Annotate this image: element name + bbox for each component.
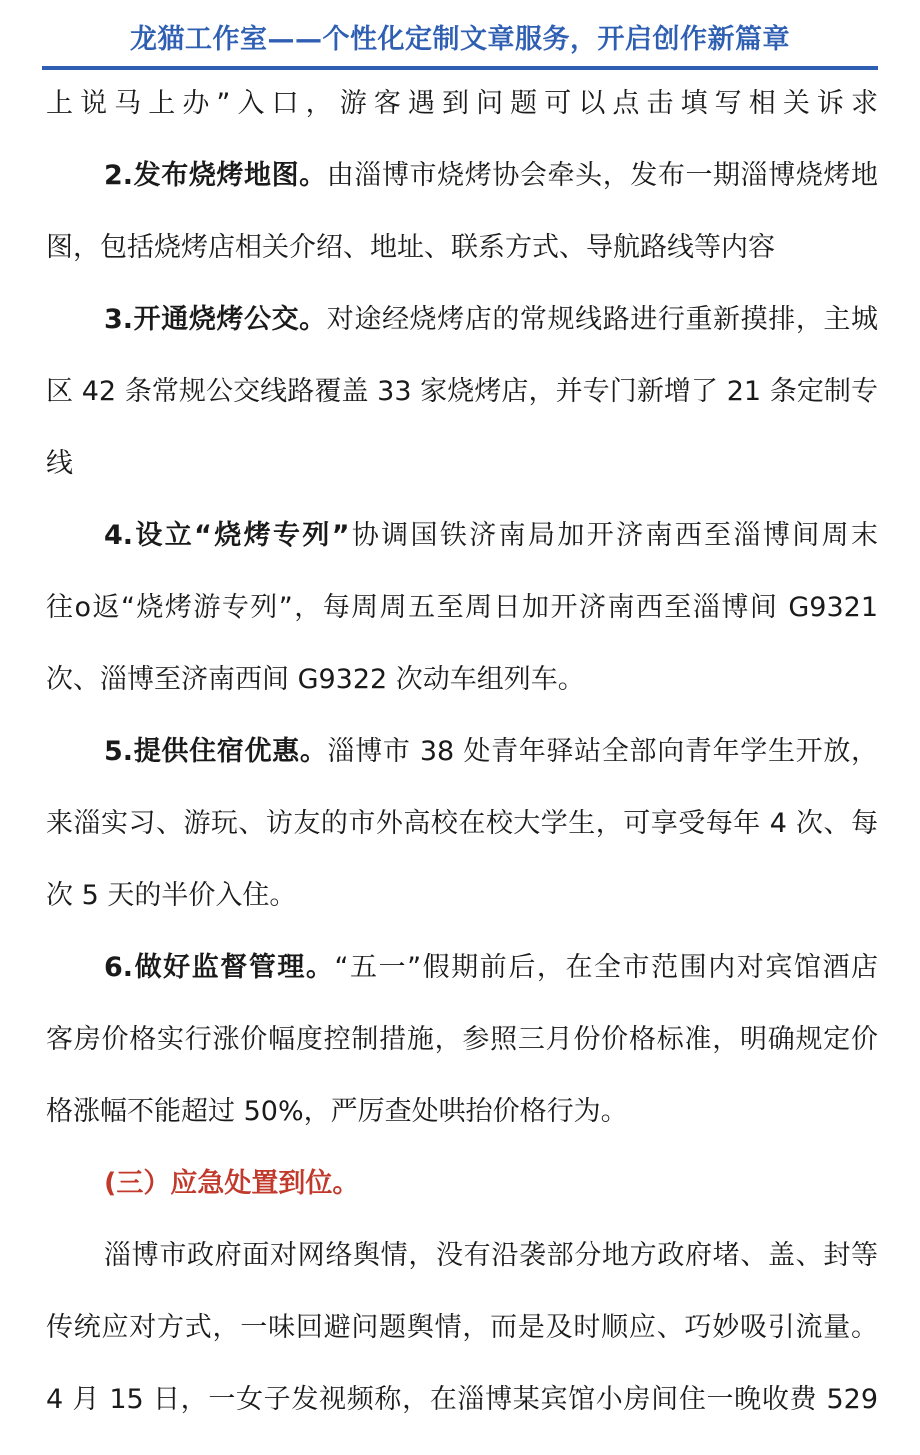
text-line-content: 上说马上办”入口，游客遇到问题可以点击填写相关诉求 <box>46 88 878 119</box>
item-heading: 4.设立“烧烤专列” <box>104 520 350 551</box>
text-line-content: 4 月 15 日，一女子发视频称，在淄博某宾馆小房间住一晚收费 529 <box>46 1384 878 1415</box>
item-heading: 5.提供住宿优惠。 <box>104 736 328 767</box>
text-line-content: 图，包括烧烤店相关介绍、地址、联系方式、导航路线等内容 <box>46 232 775 263</box>
item-text: “五一”假期前后，在全市范围内对宾馆酒店 <box>334 952 878 983</box>
text-line-content: 次 5 天的半价入住。 <box>46 880 297 911</box>
text-line <box>46 356 878 428</box>
text-line <box>46 1076 878 1148</box>
list-item-bbq-bus <box>46 284 878 356</box>
text-line-content: 淄博市政府面对网络舆情，没有沿袭部分地方政府堵、盖、封等 <box>104 1240 878 1271</box>
text-line <box>46 788 878 860</box>
text-line <box>46 1004 878 1076</box>
text-line-content: 区 42 条常规公交线路覆盖 33 家烧烤店，并专门新增了 21 条定制专 <box>46 376 878 407</box>
item-text: 对途经烧烤店的常规线路进行重新摸排，主城 <box>326 304 879 335</box>
list-item-lodging-discount <box>46 716 878 788</box>
text-line-content: 格涨幅不能超过 50%，严厉查处哄抬价格行为。 <box>46 1096 628 1127</box>
text-line <box>46 212 878 284</box>
text-line <box>46 68 878 140</box>
text-line-content: 往ο返“烧烤游专列”，每周周五至周日加开济南西至淄博间 G9321 <box>46 592 878 623</box>
item-text: 由淄博市烧烤协会牵头，发布一期淄博烧烤地 <box>326 160 879 191</box>
item-heading: 6.做好监督管理。 <box>104 952 335 983</box>
text-line <box>46 644 878 716</box>
text-line <box>46 1220 878 1292</box>
item-text: 淄博市 38 处青年驿站全部向青年学生开放， <box>327 736 878 767</box>
text-line <box>46 428 878 500</box>
text-line <box>46 1292 878 1364</box>
text-line-content: 客房价格实行涨价幅度控制措施，参照三月份价格标准，明确规定价 <box>46 1024 878 1055</box>
list-item-supervision <box>46 932 878 1004</box>
section-heading <box>46 1148 878 1220</box>
text-line <box>46 572 878 644</box>
text-line-content: 次、淄博至济南西间 G9322 次动车组列车。 <box>46 664 585 695</box>
text-line-content: 来淄实习、游玩、访友的市外高校在校大学生，可享受每年 4 次、每 <box>46 808 878 839</box>
item-heading: 2.发布烧烤地图。 <box>104 160 327 191</box>
section-heading-text: (三）应急处置到位。 <box>104 1168 360 1199</box>
text-line-content: 线 <box>46 448 73 479</box>
document-body <box>46 68 878 1436</box>
header-title: 龙猫工作室——个性化定制文章服务，开启创作新篇章 <box>130 24 790 55</box>
item-heading: 3.开通烧烤公交。 <box>104 304 327 335</box>
text-line-content: 传统应对方式，一味回避问题舆情，而是及时顺应、巧妙吸引流量。 <box>46 1312 878 1343</box>
page-header <box>0 0 920 72</box>
list-item-bbq-map <box>46 140 878 212</box>
text-line <box>46 1364 878 1436</box>
text-line <box>46 860 878 932</box>
list-item-bbq-train <box>46 500 878 572</box>
item-text: 协调国铁济南局加开济南西至淄博间周末 <box>349 520 878 551</box>
